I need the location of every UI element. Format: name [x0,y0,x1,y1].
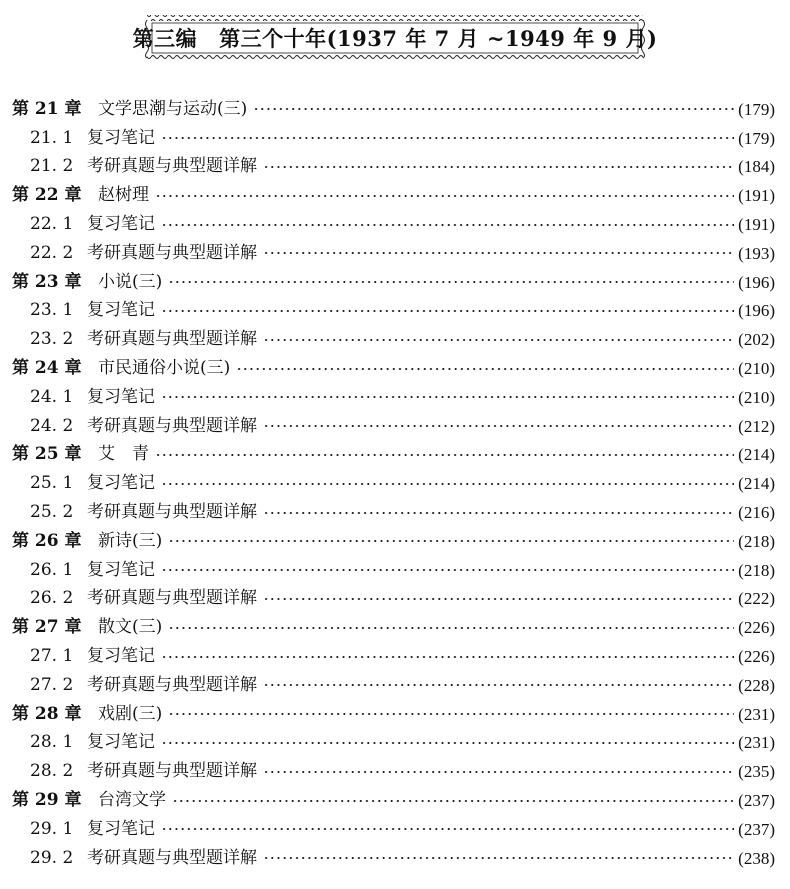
chapter-number: 第 23 章 [12,271,82,292]
dot-leader [263,857,734,859]
section-title: 考研真题与典型题详解 [87,588,257,609]
toc-section-row[interactable] [12,210,775,239]
toc-entry-label [12,127,155,148]
toc-entry-label [12,674,257,695]
dot-leader [253,108,734,110]
section-number: 27. 2 [30,674,74,695]
toc-section-row[interactable] [12,383,775,412]
toc-section-row[interactable] [12,729,775,758]
toc-entry-label [12,619,162,636]
page-number: (214) [738,474,775,494]
page-number: (191) [738,186,775,206]
dot-leader [161,569,734,571]
section-title: 复习笔记 [87,732,155,753]
section-number: 21. 2 [30,156,74,177]
dot-leader [172,800,734,802]
dot-leader [168,281,734,283]
page-number: (235) [738,762,775,782]
chapter-title: 散文(三) [98,617,163,638]
toc-entry-label [12,302,155,319]
toc-section-row[interactable] [12,239,775,268]
dot-leader [161,828,734,830]
toc-entry-label [12,187,149,204]
section-number: 22. 1 [30,214,74,235]
section-title: 复习笔记 [87,818,155,839]
section-number: 28. 2 [30,761,74,782]
chapter-number: 第 28 章 [12,703,82,724]
section-number: 25. 1 [30,473,74,494]
chapter-number: 第 24 章 [12,358,82,379]
toc-section-row[interactable] [12,412,775,441]
section-title: 复习笔记 [87,214,155,235]
section-number: 23. 1 [30,300,74,321]
toc-entry-label [12,271,163,292]
section-number: 28. 1 [30,732,74,753]
page-number: (238) [738,848,775,868]
dot-leader [236,368,734,370]
dot-leader [263,512,734,514]
toc-section-row[interactable] [12,815,775,844]
toc-chapter-row[interactable] [12,441,775,470]
dot-leader [161,310,734,312]
part-header [0,10,790,66]
chapter-title: 台湾文学 [98,790,166,811]
page-number: (218) [738,531,775,551]
toc-chapter-row[interactable] [12,95,775,124]
chapter-number: 第 26 章 [12,530,82,551]
toc-entry-label [12,242,257,263]
section-title: 考研真题与典型题详解 [87,502,257,523]
section-title: 考研真题与典型题详解 [87,242,257,263]
toc-entry-label [12,475,155,492]
chapter-title: 新诗(三) [98,530,163,551]
chapter-number: 第 21 章 [12,98,82,119]
section-title: 复习笔记 [87,386,155,407]
toc-section-row[interactable] [12,153,775,182]
toc-entry-label [12,504,257,521]
toc-entry-label [12,559,155,580]
section-number: 22. 2 [30,242,74,263]
toc-chapter-row[interactable] [12,613,775,642]
chapter-title: 小说(三) [98,271,163,292]
toc-section-row[interactable] [12,469,775,498]
page-number: (231) [738,704,775,724]
toc-chapter-row[interactable] [12,786,775,815]
section-number: 24. 2 [30,415,74,436]
dot-leader [161,137,734,139]
section-title: 考研真题与典型题详解 [87,156,257,177]
section-number: 23. 2 [30,329,74,350]
toc-section-row[interactable] [12,498,775,527]
dot-leader [263,252,734,254]
page-number: (218) [738,560,775,580]
toc-entry-label [12,818,155,839]
dot-leader [161,224,734,226]
section-title: 考研真题与典型题详解 [87,329,257,350]
chapter-title: 戏剧(三) [98,703,163,724]
page-number: (210) [738,387,775,407]
dot-leader [161,656,734,658]
toc-entry-label [12,530,163,551]
toc-entry-label [12,703,163,724]
section-title: 考研真题与典型题详解 [87,761,257,782]
toc-chapter-row[interactable] [12,181,775,210]
page-number: (196) [738,272,775,292]
section-title: 考研真题与典型题详解 [87,674,257,695]
chapter-title: 赵树理 [98,185,149,206]
dot-leader [155,454,734,456]
toc-entry-label [12,216,155,233]
toc-chapter-row[interactable] [12,268,775,297]
page-number: (237) [738,791,775,811]
page-number: (226) [738,618,775,638]
dot-leader [263,166,734,168]
section-title: 复习笔记 [87,127,155,148]
section-number: 26. 2 [30,588,74,609]
section-number: 29. 1 [30,818,74,839]
toc-chapter-row[interactable] [12,527,775,556]
toc-section-row[interactable] [12,671,775,700]
dot-leader [168,713,734,715]
chapter-title: 艾 青 [98,444,149,465]
dot-leader [155,195,734,197]
page-number: (179) [738,99,775,119]
page-number: (191) [738,215,775,235]
toc-entry-label [12,331,257,348]
page-number: (216) [738,503,775,523]
page-number: (214) [738,445,775,465]
page-number: (196) [738,301,775,321]
page-number: (179) [738,128,775,148]
toc-entry-label [12,98,248,119]
chapter-number: 第 25 章 [12,444,82,465]
toc-section-row[interactable] [12,757,775,786]
toc-section-row[interactable] [12,325,775,354]
toc-entry-label [12,360,230,377]
section-number: 25. 2 [30,502,74,523]
section-number: 27. 1 [30,646,74,667]
toc-section-row[interactable] [12,585,775,614]
chapter-number: 第 27 章 [12,617,82,638]
page-number: (212) [738,416,775,436]
toc-entry-label [12,763,257,780]
dot-leader [161,742,734,744]
page-number: (184) [738,157,775,177]
dot-leader [263,425,734,427]
dot-leader [168,627,734,629]
dot-leader [161,396,734,398]
toc-entry-label [12,734,155,751]
page-number: (222) [738,589,775,609]
section-number: 26. 1 [30,559,74,580]
toc-entry-label [12,386,155,407]
section-title: 复习笔记 [87,300,155,321]
section-title: 考研真题与典型题详解 [87,847,257,868]
table-of-contents [12,95,775,873]
toc-chapter-row[interactable] [12,700,775,729]
toc-entry-label [12,792,166,809]
dot-leader [263,339,734,341]
toc-entry-label [12,648,155,665]
section-title: 复习笔记 [87,559,155,580]
chapter-number: 第 29 章 [12,790,82,811]
toc-section-row[interactable] [12,124,775,153]
page-number: (231) [738,733,775,753]
part-header-frame [132,12,658,64]
section-title: 复习笔记 [87,473,155,494]
toc-section-row[interactable] [12,556,775,585]
dot-leader [168,540,734,542]
page-number: (237) [738,819,775,839]
section-title: 考研真题与典型题详解 [87,415,257,436]
dot-leader [161,483,734,485]
page-number: (202) [738,330,775,350]
toc-section-row[interactable] [12,642,775,671]
section-number: 24. 1 [30,386,74,407]
toc-chapter-row[interactable] [12,354,775,383]
chapter-title: 文学思潮与运动(三) [98,98,248,119]
toc-entry-label [12,847,257,868]
toc-section-row[interactable] [12,844,775,873]
chapter-number: 第 22 章 [12,185,82,206]
chapter-title: 市民通俗小说(三) [98,358,231,379]
part-title [133,23,658,53]
dot-leader [263,771,734,773]
page-number: (193) [738,243,775,263]
page-number: (228) [738,675,775,695]
toc-section-row[interactable] [12,297,775,326]
part-period: 第三个十年(1937 年 7 月 ~1949 年 9 月) [219,26,658,51]
dot-leader [263,598,734,600]
section-number: 21. 1 [30,127,74,148]
dot-leader [263,684,734,686]
toc-entry-label [12,446,149,463]
section-number: 29. 2 [30,847,74,868]
page-number: (210) [738,359,775,379]
page-number: (226) [738,647,775,667]
section-title: 复习笔记 [87,646,155,667]
part-name: 第三编 [132,26,198,51]
toc-entry-label [12,158,257,175]
toc-entry-label [12,415,257,436]
toc-entry-label [12,590,257,607]
